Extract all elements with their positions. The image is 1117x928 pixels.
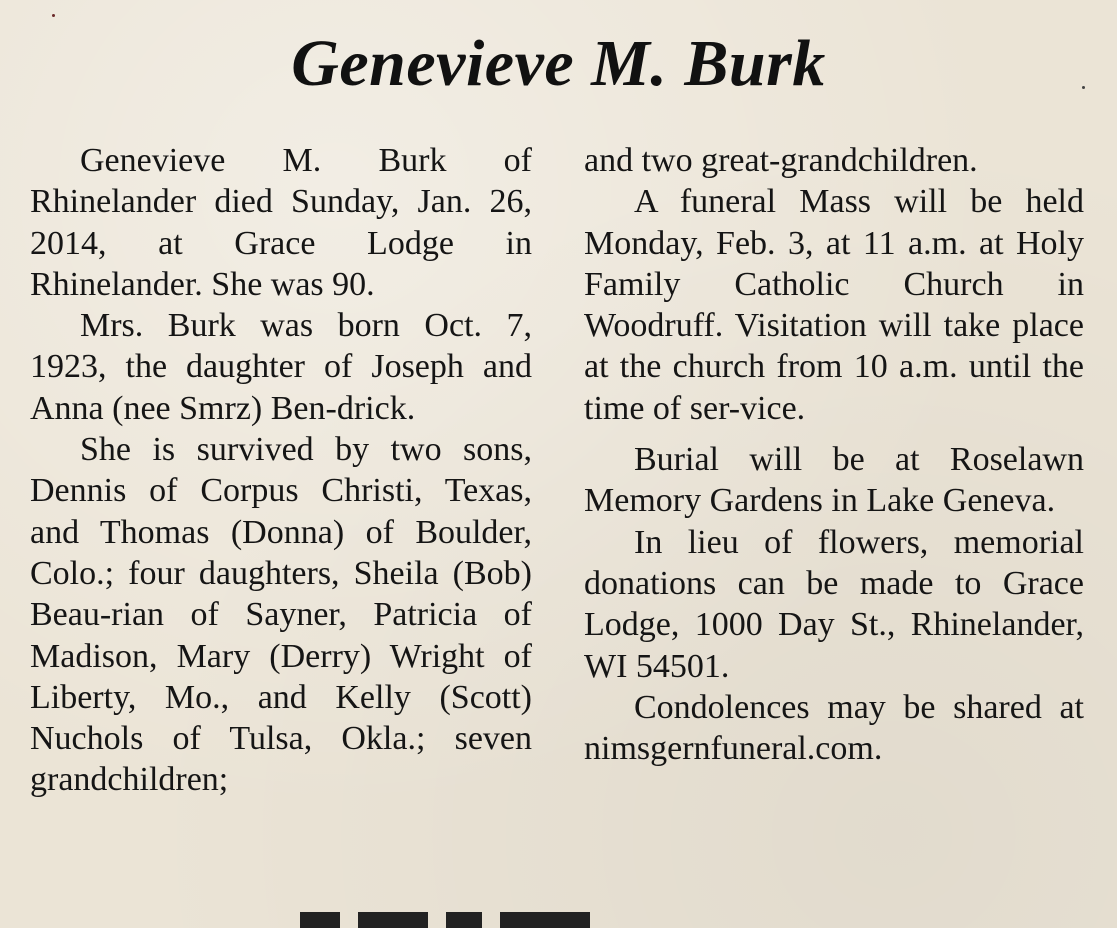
- text-column-left: [30, 140, 532, 801]
- paragraph-birth: Mrs. Burk was born Oct. 7, 1923, the daughter of Joseph and Anna (nee Smrz) Ben-drick.: [30, 307, 532, 427]
- paragraph-survivors: She is survived by two sons, Dennis of Corpus Christi, Texas, and Thomas (Donna) of Boulder, Colo.; four daughters, Sheila (Bob) Beau-rian of Sayner, Patricia of Madison, Mary (Derry) Wright of Liberty, Mo., and Kelly (Scott) Nuchols of Tulsa, Okla.; seven grandchildren;: [30, 431, 532, 799]
- paragraph-burial: Burial will be at Roselawn Memory Gardens in Lake Geneva.: [584, 441, 1084, 520]
- paragraph-survivors-continued: and two great-grandchildren.: [584, 142, 978, 179]
- paper-speck: [52, 14, 55, 17]
- cropped-next-headline: [300, 912, 680, 928]
- paragraph-funeral-mass: A funeral Mass will be held Monday, Feb. 3, at 11 a.m. at Holy Family Catholic Church in Woodruff. Visitation will take place at the church from 10 a.m. until the time of ser-vice.: [584, 183, 1084, 427]
- obituary-headline: Genevieve M. Burk: [291, 27, 826, 100]
- paragraph-condolences: Condolences may be shared at nimsgernfuneral.com.: [584, 688, 1084, 768]
- paragraph-memorials: In lieu of flowers, memorial donations can be made to Grace Lodge, 1000 Day St., Rhinelander, WI 54501.: [584, 523, 1084, 685]
- paragraph-death-notice: Genevieve M. Burk of Rhinelander died Sunday, Jan. 26, 2014, at Grace Lodge in Rhinelander. She was 90.: [30, 142, 532, 303]
- text-column-right: [584, 140, 1084, 769]
